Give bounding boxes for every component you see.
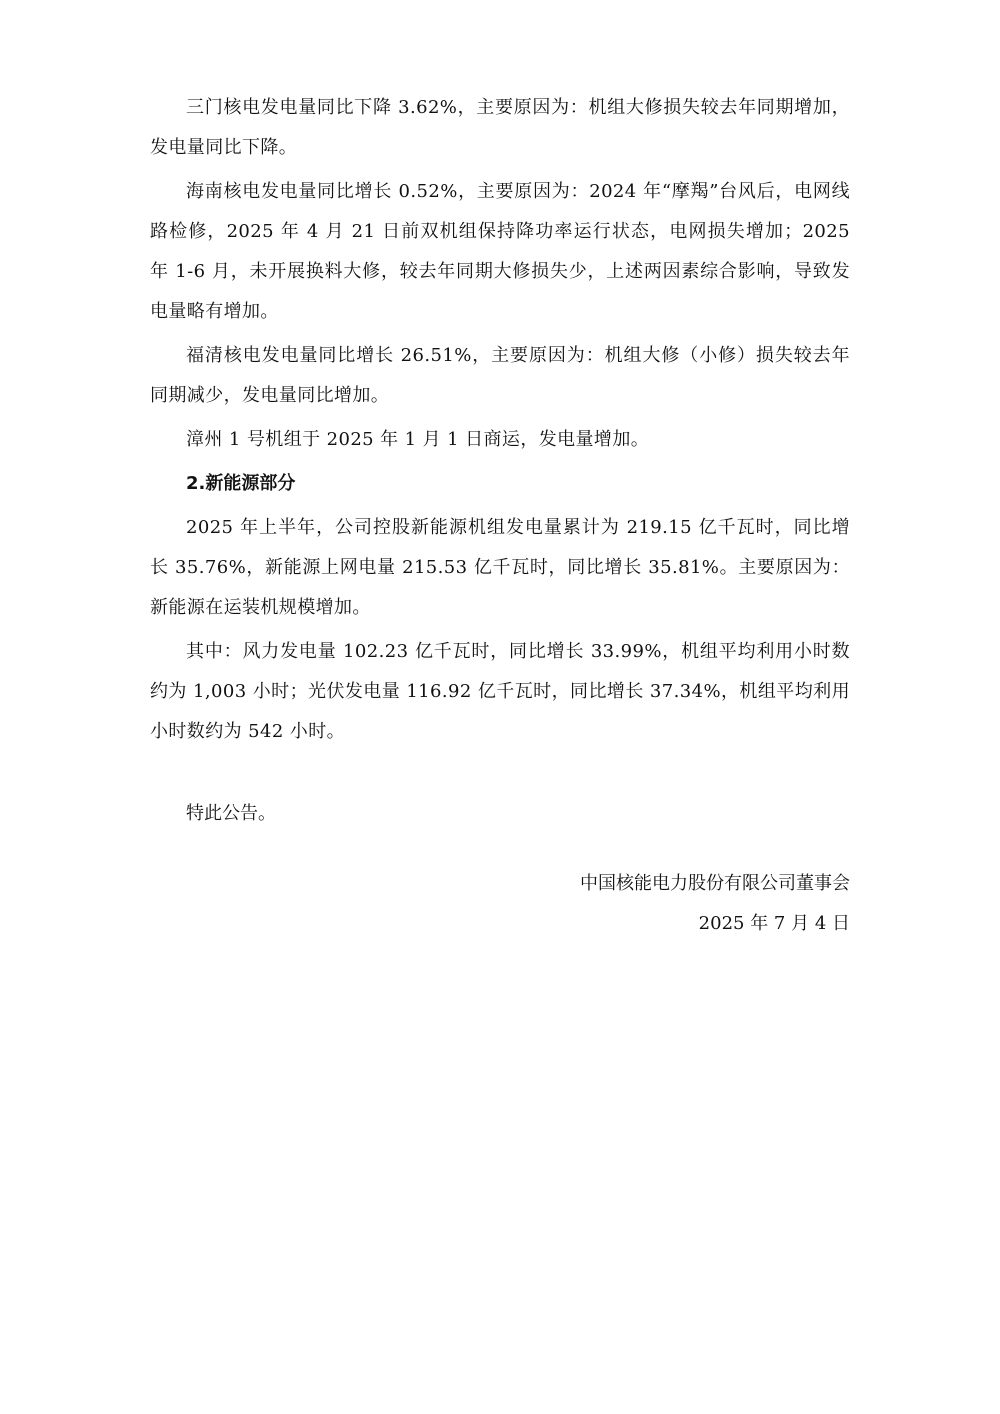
signature-block bbox=[150, 864, 850, 944]
paragraph-hainan: 海南核电发电量同比增长 0.52%，主要原因为：2024 年“摩羯”台风后，电网线路检修，2025 年 4 月 21 日前双机组保持降功率运行状态，电网损失增加；2025 年 1-6 月，未开展换料大修，较去年同期大修损失少，上述两因素综合影响，导致发电量略有增加。 bbox=[150, 181, 850, 322]
signature-date: 2025 年 7 月 4 日 bbox=[698, 913, 850, 934]
section-heading-new-energy: 2.新能源部分 bbox=[186, 473, 296, 494]
document-body bbox=[150, 88, 850, 944]
paragraph-sanmen: 三门核电发电量同比下降 3.62%，主要原因为：机组大修损失较去年同期增加，发电量同比下降。 bbox=[150, 97, 850, 158]
signature-company: 中国核能电力股份有限公司董事会 bbox=[580, 873, 850, 894]
paragraph-new-energy-detail: 其中：风力发电量 102.23 亿千瓦时，同比增长 33.99%，机组平均利用小时数约为 1,003 小时；光伏发电量 116.92 亿千瓦时，同比增长 37.34%，机组平均利用小时数约为 542 小时。 bbox=[150, 641, 850, 742]
closing-statement: 特此公告。 bbox=[186, 803, 276, 824]
paragraph-fuqing: 福清核电发电量同比增长 26.51%，主要原因为：机组大修（小修）损失较去年同期减少，发电量同比增加。 bbox=[150, 345, 850, 406]
paragraph-zhangzhou: 漳州 1 号机组于 2025 年 1 月 1 日商运，发电量增加。 bbox=[186, 429, 650, 450]
paragraph-new-energy-summary: 2025 年上半年，公司控股新能源机组发电量累计为 219.15 亿千瓦时，同比增长 35.76%，新能源上网电量 215.53 亿千瓦时，同比增长 35.81%。主要原因为：新能源在运装机规模增加。 bbox=[150, 517, 850, 618]
